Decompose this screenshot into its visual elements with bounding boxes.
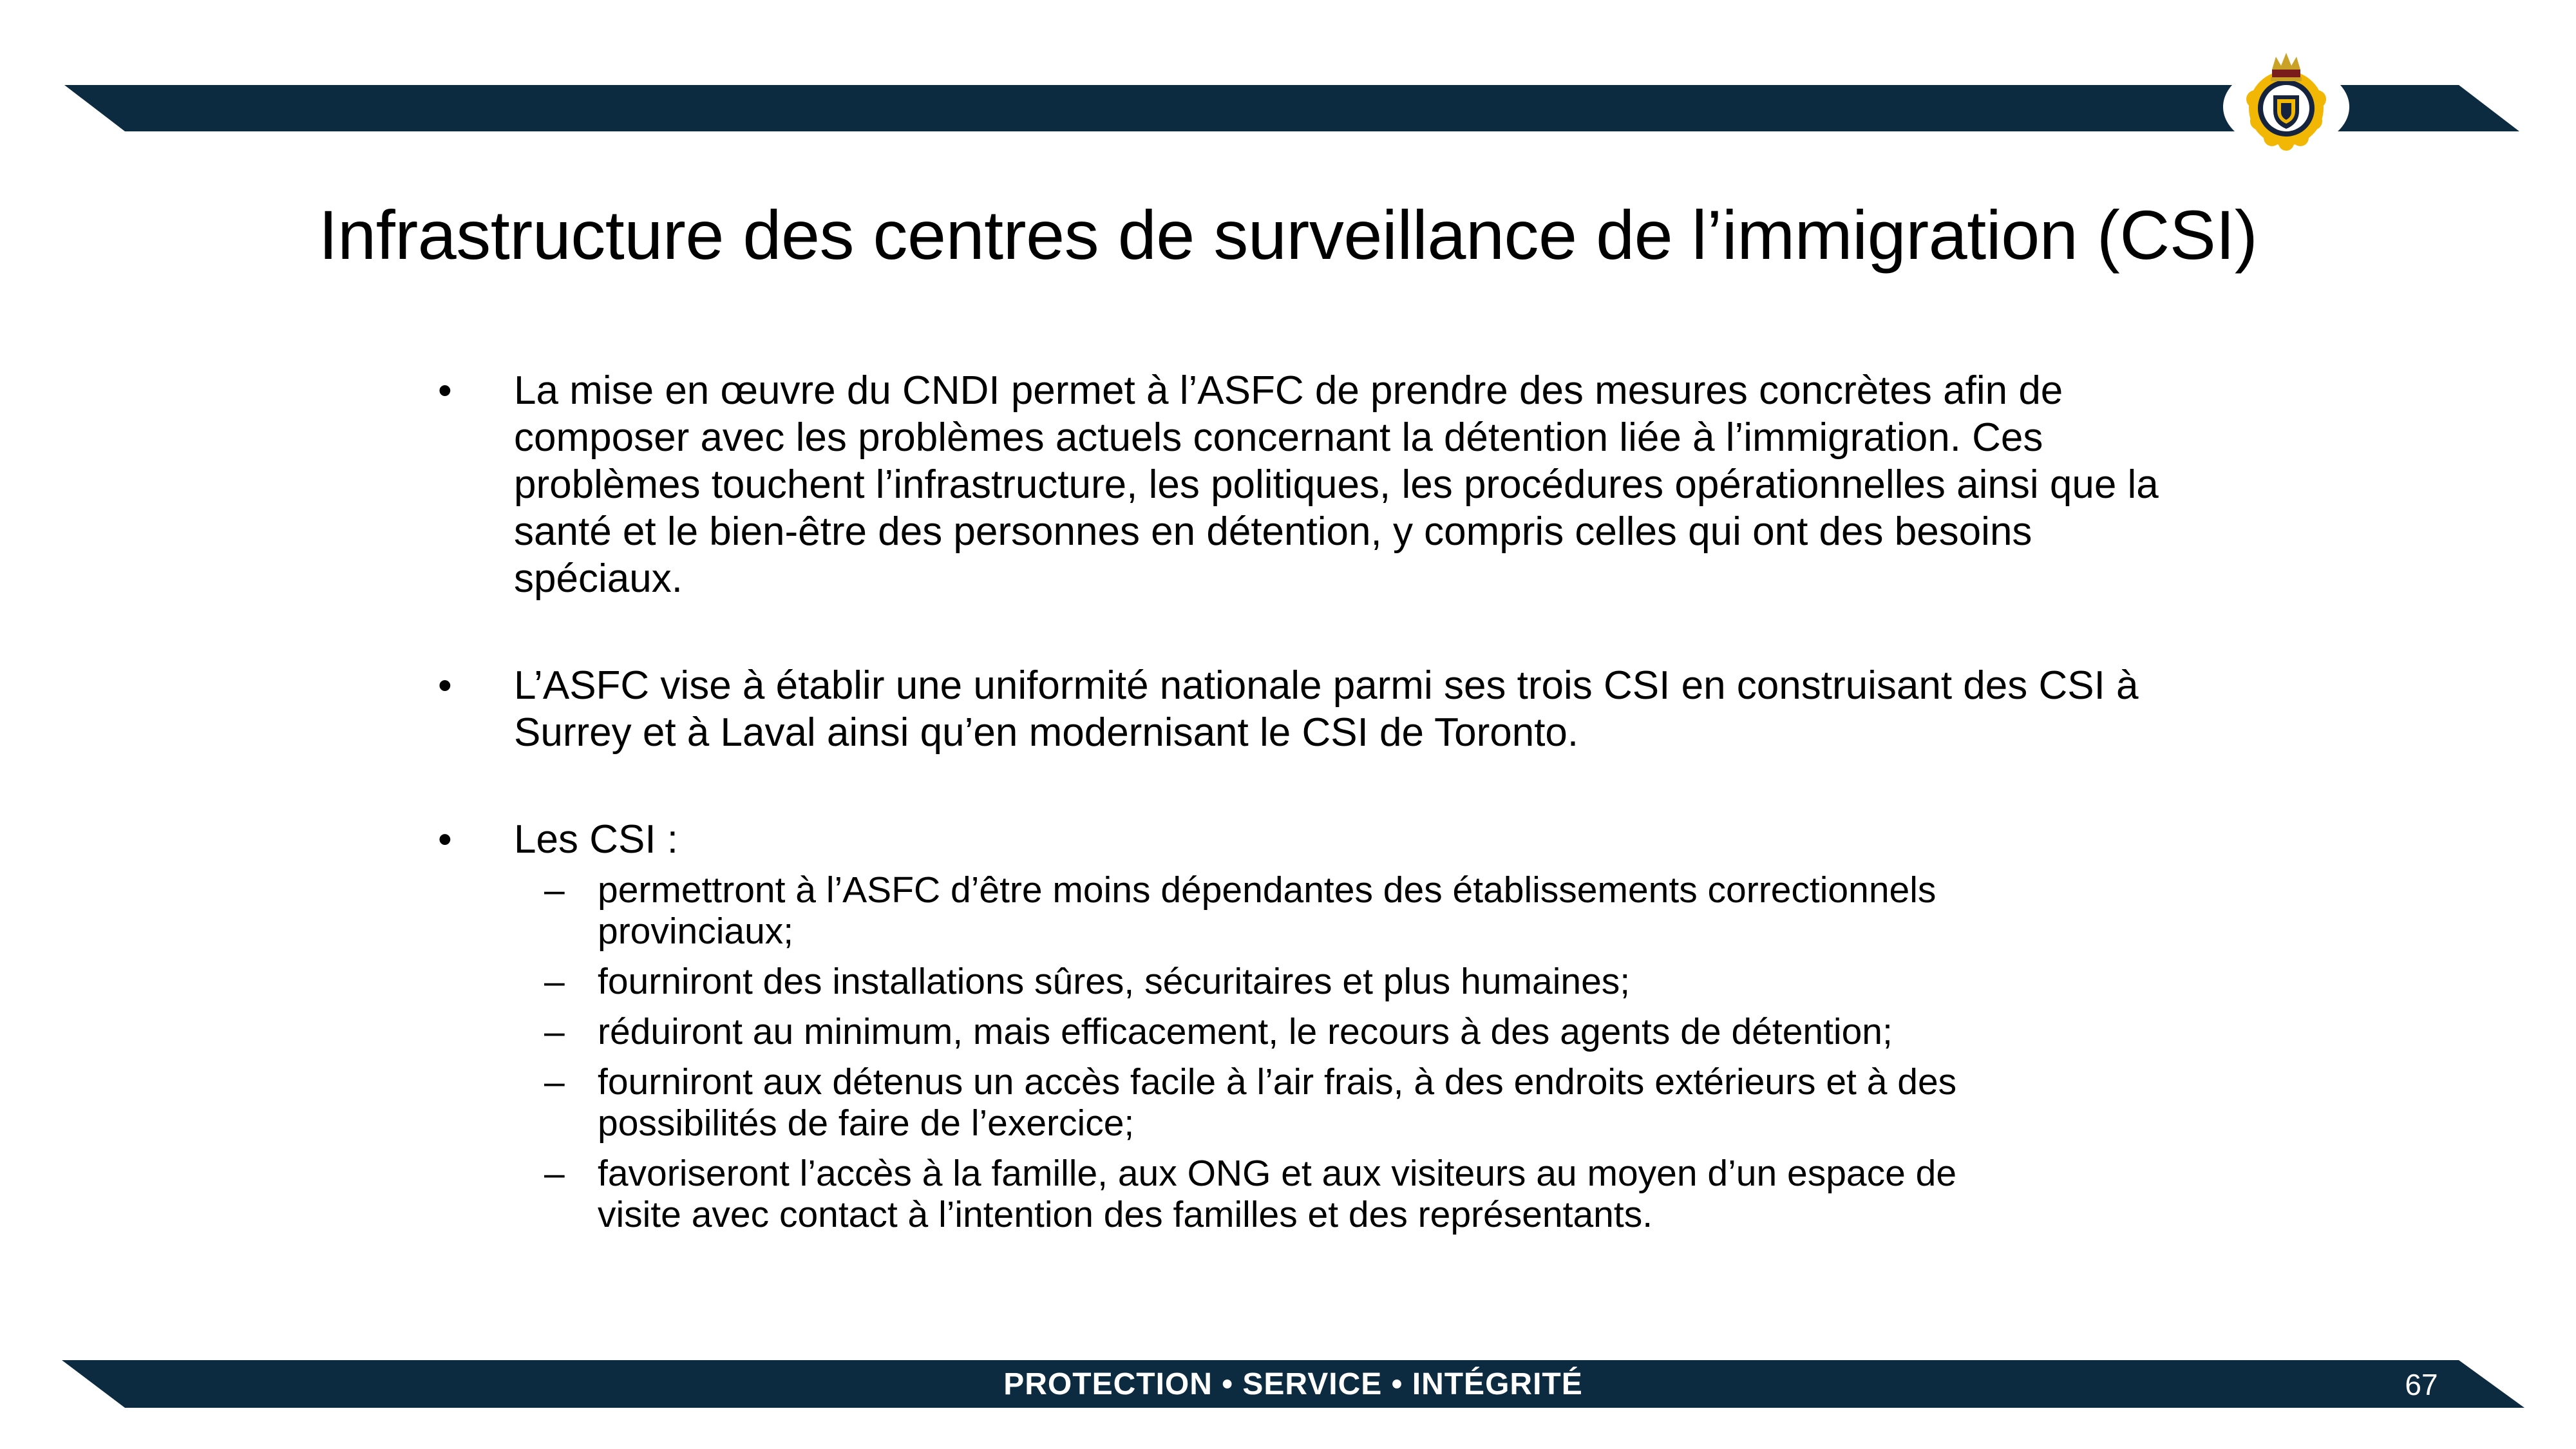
sub-mark: –	[544, 1011, 565, 1052]
sub-list	[438, 869, 2177, 1235]
bullet-text: La mise en œuvre du CNDI permet à l’ASFC de prendre des mesures concrètes afin de composer avec les problèmes actuels concernant la détention liée à l’immigration. Ces problèmes touchent l’infrastructure, les politiques, les procédures opérationnelles ainsi que la santé et le bien-être des personnes en détention, y compris celles qui ont des besoins spéciaux.	[514, 368, 2159, 601]
sub-text: permettront à l’ASFC d’être moins dépendantes des établissements correctionnels provinciaux;	[598, 869, 1937, 952]
bullet-text: L’ASFC vise à établir une uniformité nationale parmi ses trois CSI en construisant des CSI à Surrey et à Laval ainsi qu’en modernisant le CSI de Toronto.	[514, 663, 2139, 755]
sub-mark: –	[544, 869, 565, 911]
bullet-text: Les CSI :	[514, 817, 678, 862]
sub-item	[438, 1061, 1989, 1144]
page-number: 67	[2405, 1368, 2438, 1401]
sub-item	[438, 961, 1989, 1002]
footer-tagline: PROTECTION • SERVICE • INTÉGRITÉ	[1003, 1367, 1583, 1401]
bullet-mark: •	[438, 663, 452, 708]
bullet-item	[438, 662, 2177, 756]
sub-mark: –	[544, 961, 565, 1002]
sub-item	[438, 869, 1989, 952]
sub-mark: –	[544, 1153, 565, 1194]
header-band	[0, 0, 2576, 142]
sub-text: fourniront aux détenus un accès facile à l’air frais, à des endroits extérieurs et à des possibilités de faire de l’exercice;	[598, 1061, 1957, 1144]
bullet-item	[438, 367, 2177, 602]
bullet-mark: •	[438, 368, 452, 413]
sub-item	[438, 1011, 1989, 1052]
sub-text: fourniront des installations sûres, sécuritaires et plus humaines;	[598, 961, 1631, 1002]
sub-mark: –	[544, 1061, 565, 1103]
slide-title: Infrastructure des centres de surveillance de l’immigration (CSI)	[318, 196, 2258, 274]
bullet-mark: •	[438, 817, 452, 862]
cbsa-crest-icon	[2222, 44, 2351, 153]
bullet-list	[438, 367, 2177, 1244]
bullet-item	[438, 816, 2177, 863]
sub-text: favoriseront l’accès à la famille, aux ONG et aux visiteurs au moyen d’un espace de visite avec contact à l’intention des familles et des représentants.	[598, 1153, 1957, 1235]
sub-item	[438, 1153, 1989, 1235]
sub-text: réduiront au minimum, mais efficacement, le recours à des agents de détention;	[598, 1011, 1893, 1052]
